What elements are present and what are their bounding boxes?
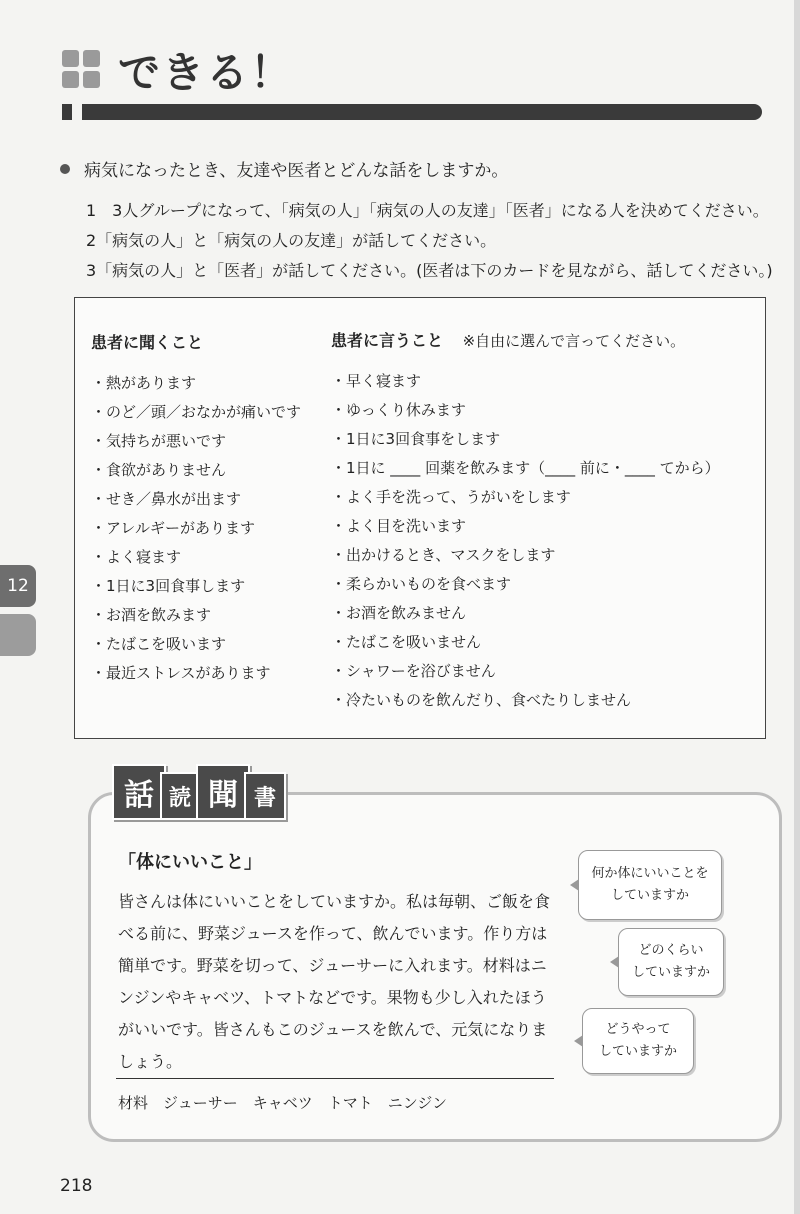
card-list-item: ・熱があります <box>91 374 197 392</box>
bubble-2-line1: どのくらい <box>638 943 704 958</box>
card-right-header <box>331 328 720 351</box>
card-right-list <box>331 367 720 715</box>
skill-write-badge: 書 <box>244 772 286 820</box>
card-list-item: ・最近ストレスがあります <box>91 664 271 682</box>
card-left-list <box>91 369 301 688</box>
page-number: 218 <box>60 1176 93 1196</box>
card-left-title: 患者に聞くこと <box>91 333 204 352</box>
card-list-item: ・よく手を洗って、うがいをします <box>331 488 571 506</box>
vocab-divider <box>116 1078 554 1079</box>
card-list-item: ・柔らかいものを食べます <box>331 575 512 593</box>
speech-bubble-3 <box>582 1008 694 1074</box>
bubble-2-line2: していますか <box>631 965 710 980</box>
card-list-item: ・食欲がありません <box>91 461 227 479</box>
skill-listen-badge: 聞 <box>196 764 250 820</box>
reading-title: 「体にいいこと」 <box>118 852 262 873</box>
card-list-item: ・1日に3回食事します <box>91 577 246 595</box>
card-left-column <box>91 330 301 688</box>
card-list-item: ・ゆっくり休みます <box>331 401 466 419</box>
bubble-1-line1: 何か体にいいことを <box>591 866 709 881</box>
card-list-item: ・早く寝ます <box>331 372 422 390</box>
card-list-item: ・たばこを吸います <box>91 635 227 653</box>
page-edge <box>794 0 800 1214</box>
chapter-tab-blank[interactable] <box>0 614 36 656</box>
card-right-note: ※自由に選んで言ってください。 <box>462 332 686 350</box>
skill-speak-badge: 話 <box>112 764 166 820</box>
bubble-3-line2: していますか <box>598 1044 677 1059</box>
card-list-item: ・お酒を飲みます <box>91 606 212 624</box>
reading-body: 皆さんは体にいいことをしていますか。私は毎朝、ご飯を食べる前に、野菜ジュースを作って、飲んでいます。作り方は簡単です。野菜を切って、ジューサーに入れます。材料はニンジンやキャベツ、トマトなどです。果物も少し入れたほうがいいです。皆さんもこのジュースを飲んで、元気になりましょう。 <box>118 892 551 1071</box>
card-list-item: ・冷たいものを飲んだり、食べたりしません <box>331 691 632 709</box>
header-divider <box>82 104 762 120</box>
card-list-item: ・気持ちが悪いです <box>91 432 227 450</box>
instruction-2: 2「病気の人」と「病気の人の友達」が話してください。 <box>86 231 497 250</box>
skill-read-badge: 読 <box>160 772 200 820</box>
doctor-card <box>74 297 766 739</box>
header-divider-left <box>62 104 72 120</box>
card-list-item: ・のど／頭／おなかが痛いです <box>91 403 302 421</box>
card-right-column <box>331 328 720 715</box>
chapter-tab[interactable]: 12 <box>0 565 36 607</box>
bubble-1-line2: していますか <box>610 888 689 903</box>
card-list-item: ・シャワーを浴びません <box>331 662 496 680</box>
card-list-item: ・1日に ____ 回薬を飲みます（____ 前に・____ てから） <box>331 459 720 477</box>
section-grid-icon <box>62 50 102 90</box>
card-list-item: ・アレルギーがあります <box>91 519 256 537</box>
card-list-item: ・せき／鼻水が出ます <box>91 490 242 508</box>
card-list-item: ・お酒を飲みません <box>331 604 467 622</box>
instruction-1: 1 3人グループになって、「病気の人」「病気の人の友達」「医者」になる人を決めてください。 <box>86 201 769 220</box>
vocab-list: 材料 ジューサー キャベツ トマト ニンジン <box>118 1094 447 1112</box>
card-list-item: ・たばこを吸いません <box>331 633 482 651</box>
speech-bubble-1 <box>578 850 722 920</box>
card-list-item: ・よく目を洗います <box>331 517 467 535</box>
bullet-icon <box>60 164 70 174</box>
instruction-3: 3「病気の人」と「医者」が話してください。(医者は下のカードを見ながら、話してください。) <box>86 261 773 280</box>
bubble-3-line1: どうやって <box>605 1022 671 1037</box>
speech-bubble-2 <box>618 928 724 996</box>
card-right-title: 患者に言うこと <box>331 331 444 350</box>
main-question: 病気になったとき、友達や医者とどんな話をしますか。 <box>84 161 509 181</box>
card-list-item: ・1日に3回食事をします <box>331 430 501 448</box>
card-list-item: ・出かけるとき、マスクをします <box>331 546 556 564</box>
card-list-item: ・よく寝ます <box>91 548 182 566</box>
section-title: できる！ <box>118 48 295 97</box>
